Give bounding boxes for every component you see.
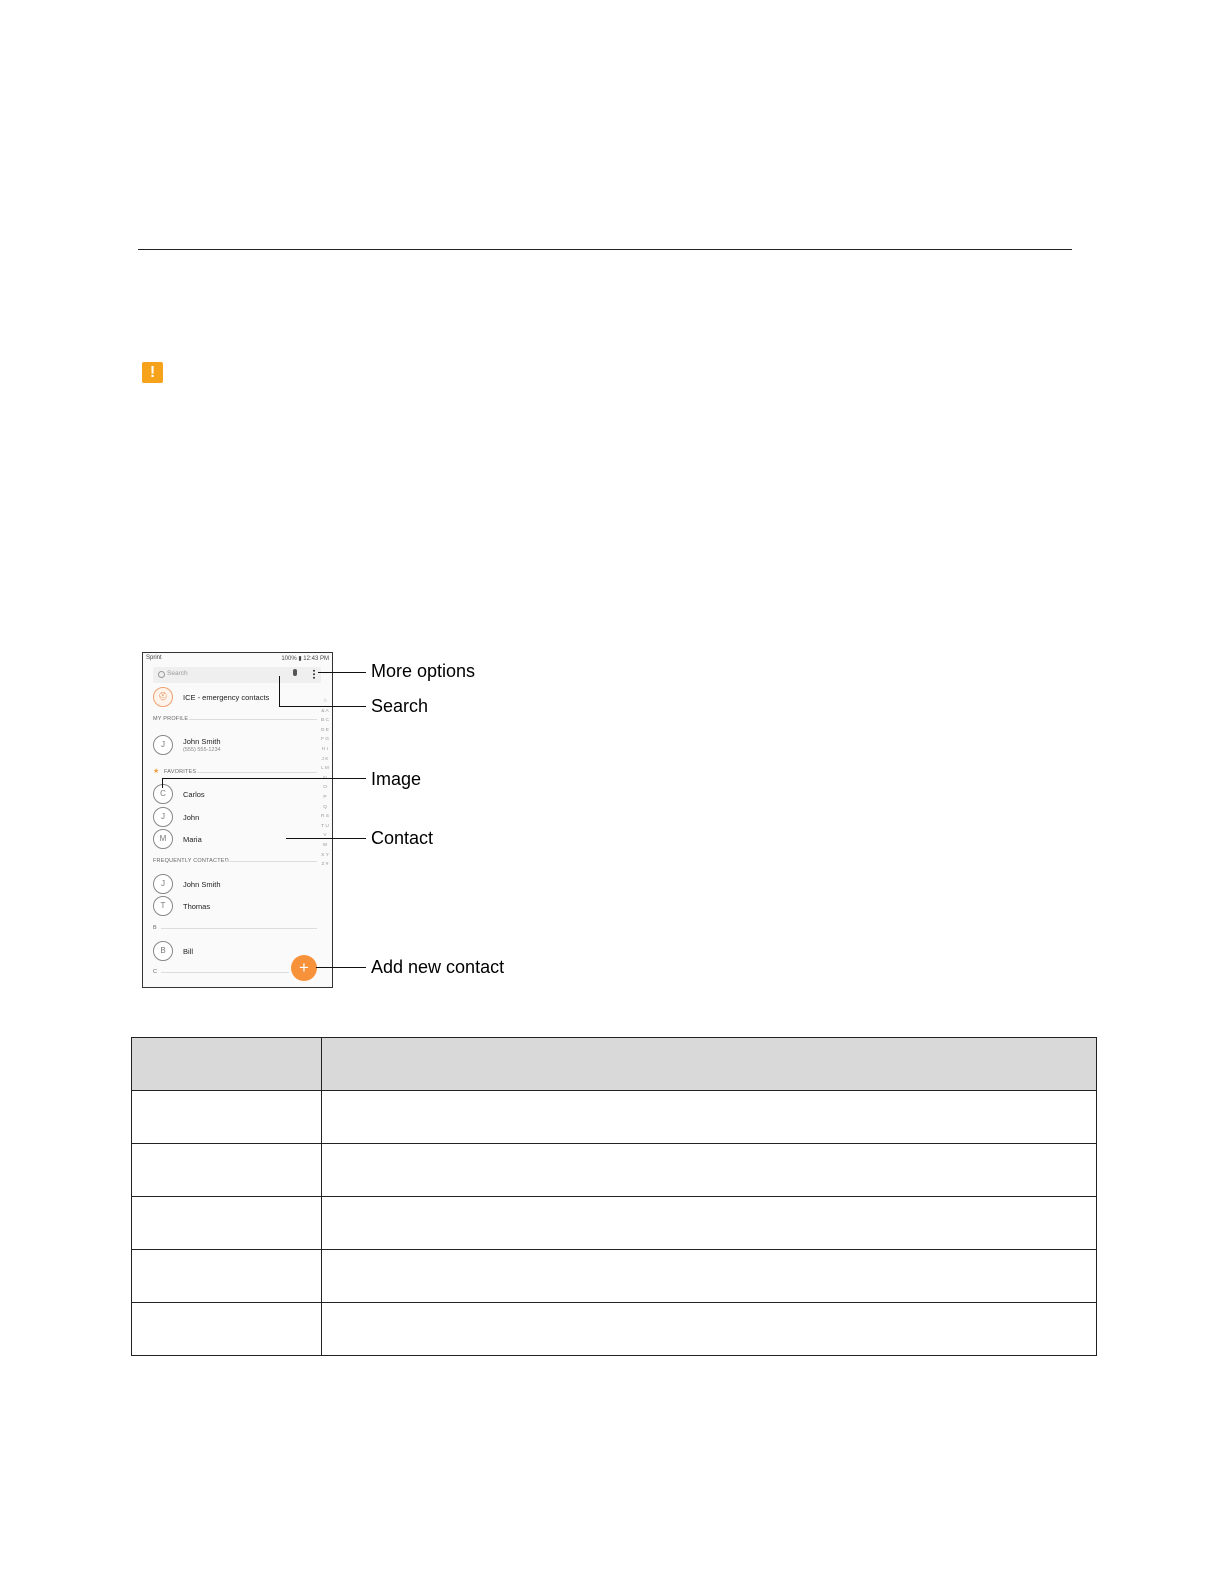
section-divider bbox=[225, 861, 317, 862]
contact-name[interactable]: Thomas bbox=[183, 902, 211, 911]
contact-name[interactable]: John Smith bbox=[183, 880, 221, 889]
callout-line bbox=[318, 672, 366, 673]
contact-name[interactable]: Carlos bbox=[183, 790, 205, 799]
search-placeholder: Search bbox=[167, 670, 188, 677]
table-row bbox=[132, 1197, 1097, 1250]
callout-line bbox=[162, 778, 163, 788]
section-favorites: FAVORITES bbox=[164, 769, 197, 775]
description-table bbox=[131, 1037, 1097, 1356]
table-header-cell bbox=[132, 1038, 322, 1091]
callout-line bbox=[286, 838, 366, 839]
carrier-label: Sprint bbox=[146, 655, 162, 661]
table-cell bbox=[132, 1144, 322, 1197]
callout-contact: Contact bbox=[371, 828, 434, 848]
section-my-profile: MY PROFILE bbox=[153, 716, 189, 722]
avatar: T bbox=[153, 896, 173, 916]
table-cell bbox=[132, 1303, 322, 1356]
avatar: J bbox=[153, 874, 173, 894]
avatar: C bbox=[153, 784, 173, 804]
table-header-row bbox=[132, 1038, 1097, 1091]
callout-add-new-contact: Add new contact bbox=[371, 957, 505, 977]
section-frequently-contacted: FREQUENTLY CONTACTED bbox=[153, 858, 229, 864]
table-header-cell bbox=[322, 1038, 1097, 1091]
callout-more-options: More options bbox=[371, 661, 476, 681]
table-cell bbox=[132, 1197, 322, 1250]
avatar: J bbox=[153, 735, 173, 755]
table-row bbox=[132, 1250, 1097, 1303]
search-icon bbox=[158, 671, 165, 678]
avatar: M bbox=[153, 829, 173, 849]
add-contact-button[interactable]: + bbox=[291, 955, 317, 981]
table-cell bbox=[322, 1091, 1097, 1144]
callout-line bbox=[316, 967, 366, 968]
table-cell bbox=[322, 1144, 1097, 1197]
more-options-icon[interactable] bbox=[313, 669, 315, 679]
table-cell bbox=[322, 1250, 1097, 1303]
avatar: B bbox=[153, 941, 173, 961]
table-cell bbox=[322, 1303, 1097, 1356]
table-cell bbox=[322, 1197, 1097, 1250]
table-row bbox=[132, 1091, 1097, 1144]
contact-name[interactable]: Bill bbox=[183, 947, 194, 956]
contacts-screenshot bbox=[142, 652, 333, 988]
callout-line bbox=[279, 676, 280, 706]
ice-label[interactable]: ICE - emergency contacts bbox=[183, 693, 270, 702]
star-icon: ★ bbox=[153, 768, 160, 775]
callout-line bbox=[162, 778, 366, 779]
section-divider bbox=[161, 972, 289, 973]
table-cell bbox=[132, 1250, 322, 1303]
table-row bbox=[132, 1303, 1097, 1356]
ice-icon: ⛑ bbox=[153, 687, 173, 707]
table-cell bbox=[132, 1091, 322, 1144]
profile-number: (555) 555-1234 bbox=[183, 747, 221, 753]
callout-line bbox=[279, 706, 366, 707]
section-divider bbox=[189, 719, 317, 720]
contact-name[interactable]: Maria bbox=[183, 835, 202, 844]
alphabet-index[interactable]: ☆ & A B C D E F G H I J K L M N O P Q R S T U V W X Y Z # bbox=[321, 699, 329, 868]
table-row bbox=[132, 1144, 1097, 1197]
contact-name[interactable]: John bbox=[183, 813, 200, 822]
callout-search: Search bbox=[371, 696, 429, 716]
section-c: C bbox=[153, 969, 158, 975]
avatar: J bbox=[153, 807, 173, 827]
section-divider bbox=[161, 928, 317, 929]
warning-icon: ! bbox=[142, 362, 163, 383]
profile-name[interactable]: John Smith bbox=[183, 737, 221, 746]
section-b: B bbox=[153, 925, 157, 931]
status-bar-info: 100% ▮ 12:43 PM bbox=[281, 656, 329, 662]
callout-image: Image bbox=[371, 769, 422, 789]
header-rule bbox=[138, 249, 1072, 250]
section-divider bbox=[197, 772, 317, 773]
microphone-icon[interactable] bbox=[293, 669, 297, 676]
